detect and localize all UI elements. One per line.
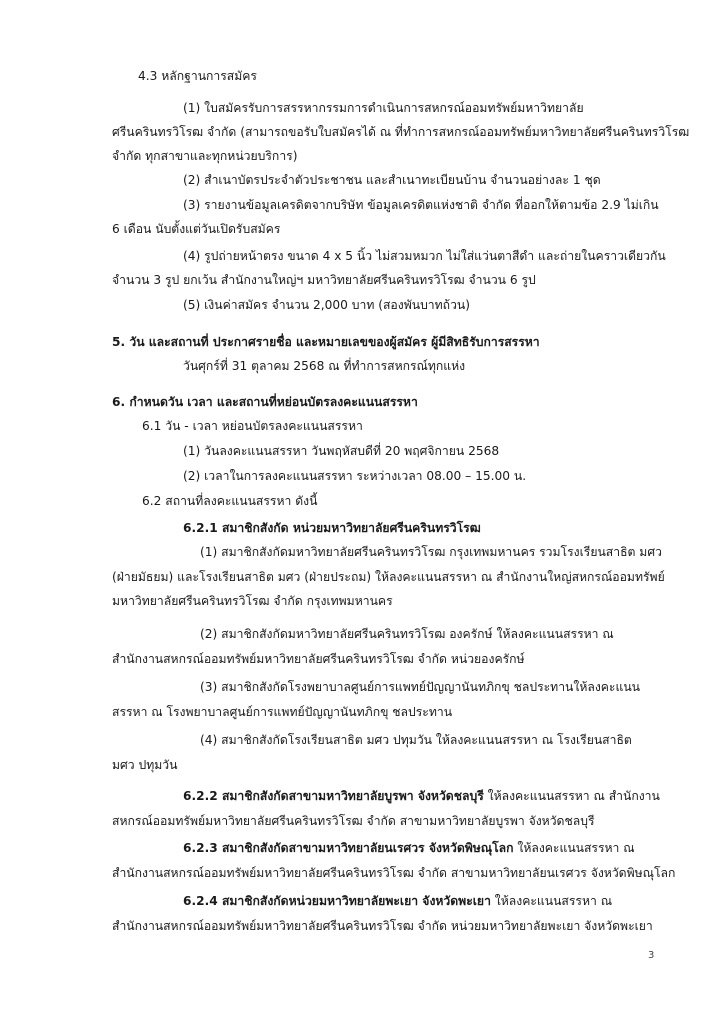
section-5-line: วันศุกร์ที่ 31 ตุลาคม 2568 ณ ที่ทำการสหกรณ์ทุกแห่ง: [183, 359, 466, 373]
section-6-1-item-1: (1) วันลงคะแนนสรรหา วันพฤหัสบดีที่ 20 พฤศจิกายน 2568: [183, 444, 500, 458]
section-6-2-4-line-2: สำนักงานสหกรณ์ออมทรัพย์มหาวิทยาลัยศรีนครินทรวิโรฒ จำกัด หน่วยมหาวิทยาลัยพะเยา จังหวัดพะเยา: [112, 919, 653, 933]
section-6-2: 6.2 สถานที่ลงคะแนนสรรหา ดังนี้: [142, 494, 318, 508]
section-6-2-3-line-2: สำนักงานสหกรณ์ออมทรัพย์มหาวิทยาลัยศรีนครินทรวิโรฒ จำกัด สาขามหาวิทยาลัยนเรศวร จังหวัดพิษณุโลก: [112, 866, 676, 880]
s621-item-1-line-2: (ฝ่ายมัธยม) และโรงเรียนสาธิต มศว (ฝ่ายประถม) ให้ลงคะแนนสรรหา ณ สำนักงานใหญ่สหกรณ์ออมทรัพย์: [112, 570, 665, 584]
s621-item-1-line-1: (1) สมาชิกสังกัดมหาวิทยาลัยศรีนครินทรวิโรฒ กรุงเทพมหานคร รวมโรงเรียนสาธิต มศว: [200, 545, 662, 559]
s621-item-1-line-3: มหาวิทยาลัยศรีนครินทรวิโรฒ จำกัด กรุงเทพมหานคร: [112, 594, 393, 608]
section-6-2-4-line-1: [183, 893, 612, 909]
section-6-2-3-line-1: [183, 840, 635, 856]
s621-item-3-line-2: สรรหา ณ โรงพยาบาลศูนย์การแพทย์ปัญญานันทภิกขุ ชลประทาน: [112, 705, 453, 719]
page-number: 3: [648, 950, 655, 961]
section-6-heading: 6. กำหนดวัน เวลา และสถานที่หย่อนบัตรลงคะแนนสรรหา: [112, 395, 418, 409]
item-1-line-2: ศรีนครินทรวิโรฒ จำกัด (สามารถขอรับใบสมัครได้ ณ ที่ทำการสหกรณ์ออมทรัพย์มหาวิทยาลัยศรีนครินทรวิโรฒ: [112, 125, 690, 139]
section-6-2-3-heading: 6.2.3 สมาชิกสังกัดสาขามหาวิทยาลัยนเรศวร จังหวัดพิษณุโลก: [183, 841, 514, 855]
section-6-2-1-heading: 6.2.1 สมาชิกสังกัด หน่วยมหาวิทยาลัยศรีนครินทรวิโรฒ: [183, 521, 481, 535]
item-5: (5) เงินค่าสมัคร จำนวน 2,000 บาท (สองพันบาทถ้วน): [183, 298, 470, 312]
section-6-2-2-text: ให้ลงคะแนนสรรหา ณ สำนักงาน: [483, 789, 660, 803]
item-3-line-1: (3) รายงานข้อมูลเครดิตจากบริษัท ข้อมูลเครดิตแห่งชาติ จำกัด ที่ออกให้ตามข้อ 2.9 ไม่เกิน: [183, 198, 659, 212]
item-1-line-1: (1) ใบสมัครรับการสรรหากรรมการดำเนินการสหกรณ์ออมทรัพย์มหาวิทยาลัย: [183, 101, 584, 115]
section-6-2-2-line-2: สหกรณ์ออมทรัพย์มหาวิทยาลัยศรีนครินทรวิโรฒ จำกัด สาขามหาวิทยาลัยบูรพา จังหวัดชลบุรี: [112, 814, 595, 828]
s621-item-4-line-1: (4) สมาชิกสังกัดโรงเรียนสาธิต มศว ปทุมวัน ให้ลงคะแนนสรรหา ณ โรงเรียนสาธิต: [200, 733, 632, 747]
section-6-2-2-heading: 6.2.2 สมาชิกสังกัดสาขามหาวิทยาลัยบูรพา จังหวัดชลบุรี: [183, 789, 484, 803]
section-6-2-2-line-1: [183, 788, 660, 804]
section-6-1: 6.1 วัน - เวลา หย่อนบัตรลงคะแนนสรรหา: [142, 419, 363, 433]
item-2: (2) สำเนาบัตรประจำตัวประชาชน และสำเนาทะเบียนบ้าน จำนวนอย่างละ 1 ชุด: [183, 173, 601, 187]
section-5-heading: 5. วัน และสถานที่ ประกาศรายชื่อ และหมายเลขของผู้สมัคร ผู้มีสิทธิรับการสรรหา: [112, 335, 540, 349]
section-6-1-item-2: (2) เวลาในการลงคะแนนสรรหา ระหว่างเวลา 08.00 – 15.00 น.: [183, 469, 527, 483]
s621-item-4-line-2: มศว ปทุมวัน: [112, 758, 178, 772]
item-3-line-2: 6 เดือน นับตั้งแต่วันเปิดรับสมัคร: [112, 222, 281, 236]
item-4-line-1: (4) รูปถ่ายหน้าตรง ขนาด 4 x 5 นิ้ว ไม่สวมหมวก ไม่ใส่แว่นตาสีดำ และถ่ายในคราวเดียวกัน: [183, 249, 666, 263]
item-4-line-2: จำนวน 3 รูป ยกเว้น สำนักงานใหญ่ฯ มหาวิทยาลัยศรีนครินทรวิโรฒ จำนวน 6 รูป: [112, 273, 536, 287]
item-1-line-3: จำกัด ทุกสาขาและทุกหน่วยบริการ): [112, 149, 298, 163]
s621-item-2-line-1: (2) สมาชิกสังกัดมหาวิทยาลัยศรีนครินทรวิโรฒ องครักษ์ ให้ลงคะแนนสรรหา ณ: [200, 627, 614, 641]
s621-item-2-line-2: สำนักงานสหกรณ์ออมทรัพย์มหาวิทยาลัยศรีนครินทรวิโรฒ จำกัด หน่วยองครักษ์: [112, 652, 525, 666]
section-6-2-4-text: ให้ลงคะแนนสรรหา ณ: [490, 894, 613, 908]
section-4-3-heading: 4.3 หลักฐานการสมัคร: [138, 69, 257, 83]
s621-item-3-line-1: (3) สมาชิกสังกัดโรงพยาบาลศูนย์การแพทย์ปัญญานันทภิกขุ ชลประทานให้ลงคะแนน: [200, 680, 640, 694]
section-6-2-4-heading: 6.2.4 สมาชิกสังกัดหน่วยมหาวิทยาลัยพะเยา จังหวัดพะเยา: [183, 894, 491, 908]
section-6-2-3-text: ให้ลงคะแนนสรรหา ณ: [513, 841, 635, 855]
